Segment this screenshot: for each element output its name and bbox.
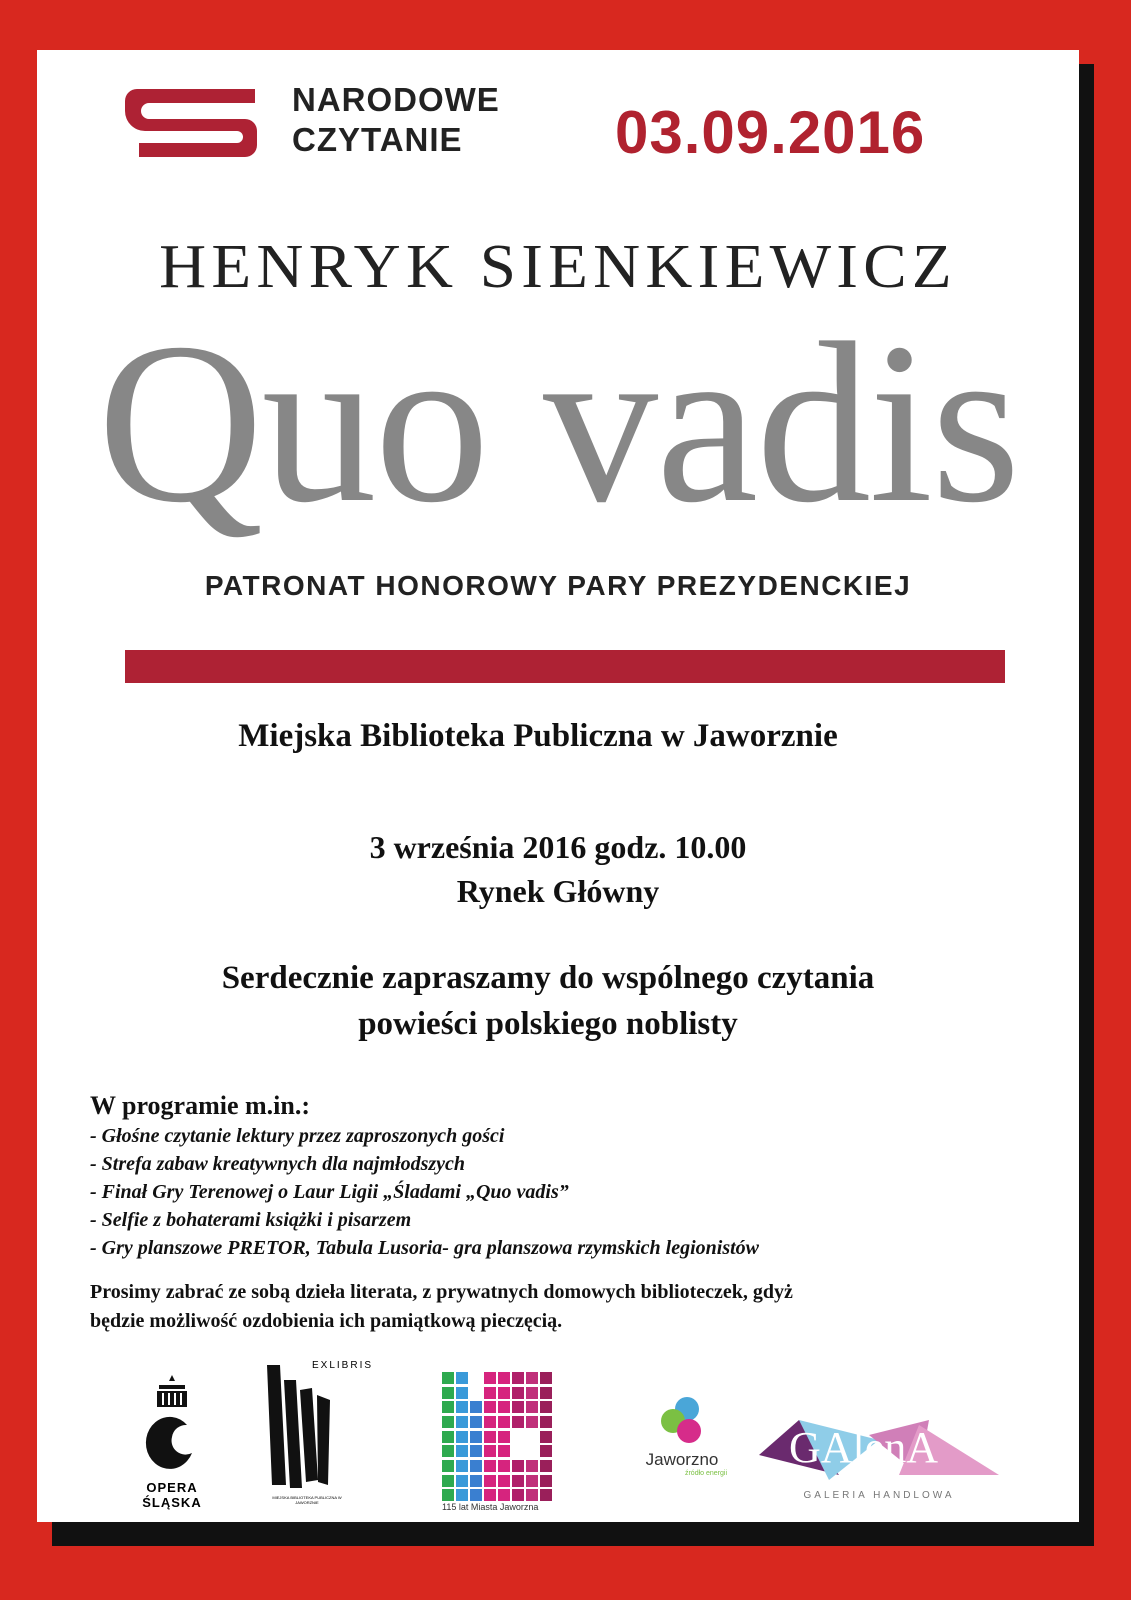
patronage: PATRONAT HONOROWY PARY PREZYDENCKIEJ [204,570,912,601]
pixel-cell [540,1416,552,1428]
pixel-cell [470,1401,482,1413]
program-item: - Strefa zabaw kreatywnych dla najmłodszych [90,1153,466,1175]
pixel-cell [484,1445,496,1457]
pixel-cell [512,1401,524,1413]
poster [37,50,1079,1522]
event-when: 3 września 2016 godz. 10.00 Rynek Główny [369,829,747,909]
pixel-cell [498,1372,510,1384]
pixel-cell [484,1372,496,1384]
pixel-cell [540,1372,552,1384]
exlibris-logo: EXLIBRIS MIEJSKA BIBLIOTEKA PUBLICZNA W JAWORZNIE [262,1360,352,1510]
pixel-cell [526,1431,538,1443]
pixel-cell [512,1372,524,1384]
pixel-cell [498,1401,510,1413]
pixel-cell [484,1416,496,1428]
event-date: 03.09.2016 [615,99,926,166]
pixel-cell [540,1431,552,1443]
logo-text: NARODOWE CZYTANIE [292,81,500,158]
galena-logo: GAlenA GALERIA HANDLOWA [759,1415,999,1505]
jaworzno-emblem-icon [657,1395,707,1445]
pixel-cell [442,1489,454,1501]
pixel-cell [442,1401,454,1413]
jaworzno-logo: Jaworzno źródło energii [627,1395,737,1477]
pixel-cell [442,1445,454,1457]
note: Prosimy zabrać ze sobą dzieła literata, z prywatnych domowych biblioteczek, gdyż będzie możliwość ozdobienia ich pamiątkową pieczęcią. [90,1281,793,1332]
pixel-cell [526,1372,538,1384]
pixel-cell [540,1460,552,1472]
pixel-cell [484,1460,496,1472]
pixel-cell [540,1387,552,1399]
pixel-cell [526,1475,538,1487]
pixel-cell [456,1460,468,1472]
book-title: Quo vadis [97,295,1019,550]
pixel-cell [498,1489,510,1501]
invitation: Serdecznie zapraszamy do wspólnego czytania powieści polskiego noblisty [221,960,875,1042]
program-item: - Głośne czytanie lektury przez zaproszonych gości [90,1125,505,1147]
book-logo-icon [125,87,263,159]
pixel-cell [470,1431,482,1443]
pixel-cell [470,1372,482,1384]
pixel-cell [470,1445,482,1457]
pixel-cell [498,1416,510,1428]
pixel-cell [526,1387,538,1399]
pixel-cell [456,1387,468,1399]
pixel-cell [540,1475,552,1487]
pixel-cell [540,1401,552,1413]
pixel-cell [512,1387,524,1399]
pixel-cell [512,1416,524,1428]
author: HENRYK SIENKIEWICZ [159,233,957,301]
opera-emblem-icon [137,1375,207,1475]
pixel-cell [484,1431,496,1443]
anniversary-logo: 115 lat Miasta Jaworzna [442,1372,562,1512]
opera-logo: OPERA ŚLĄSKA [117,1375,227,1510]
pixel-cell [442,1387,454,1399]
pixel-cell [484,1387,496,1399]
pixel-cell [526,1445,538,1457]
pixel-cell [456,1416,468,1428]
pixel-cell [456,1372,468,1384]
pixel-cell [484,1475,496,1487]
pixel-cell [456,1489,468,1501]
pixel-cell [498,1475,510,1487]
pixel-cell [442,1431,454,1443]
pixel-cell [498,1460,510,1472]
pixel-cell [456,1401,468,1413]
pixel-cell [470,1475,482,1487]
pixel-cell [484,1401,496,1413]
pixel-cell [470,1387,482,1399]
pixel-cell [442,1372,454,1384]
pixel-cell [526,1401,538,1413]
pixel-cell [456,1475,468,1487]
pixel-cell [470,1416,482,1428]
pixel-cell [498,1387,510,1399]
program-item: - Gry planszowe PRETOR, Tabula Lusoria- gra planszowa rzymskich legionistów [90,1237,760,1259]
program-item: - Selfie z bohaterami książki i pisarzem [90,1209,412,1231]
pixel-cell [456,1431,468,1443]
pixel-cell [470,1460,482,1472]
pixel-cell [484,1489,496,1501]
pixel-cell [540,1489,552,1501]
pixel-cell [512,1460,524,1472]
pixel-cell [442,1416,454,1428]
divider-bar [125,650,1005,683]
pixel-cell [526,1460,538,1472]
pixel-cell [512,1445,524,1457]
pixel-cell [498,1445,510,1457]
pixel-cell [470,1489,482,1501]
pixel-cell [442,1475,454,1487]
program: W programie m.in.: - Głośne czytanie lektury przez zaproszonych gości - Strefa zabaw kreatywnych dla najmłodszych - Finał Gry Terenowej o Laur Ligii „Śladami „Quo vadis” - Selfie z bohaterami książki i pisarzem - Gry planszowe PRETOR, Tabula Lusoria- gra planszowa rzymskich legionistów [90,1090,759,1262]
pixel-cell [512,1431,524,1443]
pixel-cell [526,1416,538,1428]
exlibris-icon [262,1360,352,1490]
pixel-cell [498,1431,510,1443]
pixel-cell [512,1475,524,1487]
pixel-cell [456,1445,468,1457]
pixel-cell [526,1489,538,1501]
pixel-cell [540,1445,552,1457]
program-item: - Finał Gry Terenowej o Laur Ligii „Śladami „Quo vadis” [90,1181,569,1203]
pixel-115-icon [442,1372,562,1502]
pixel-cell [442,1460,454,1472]
pixel-cell [512,1489,524,1501]
organizer: Miejska Biblioteka Publiczna w Jaworznie [238,718,838,754]
